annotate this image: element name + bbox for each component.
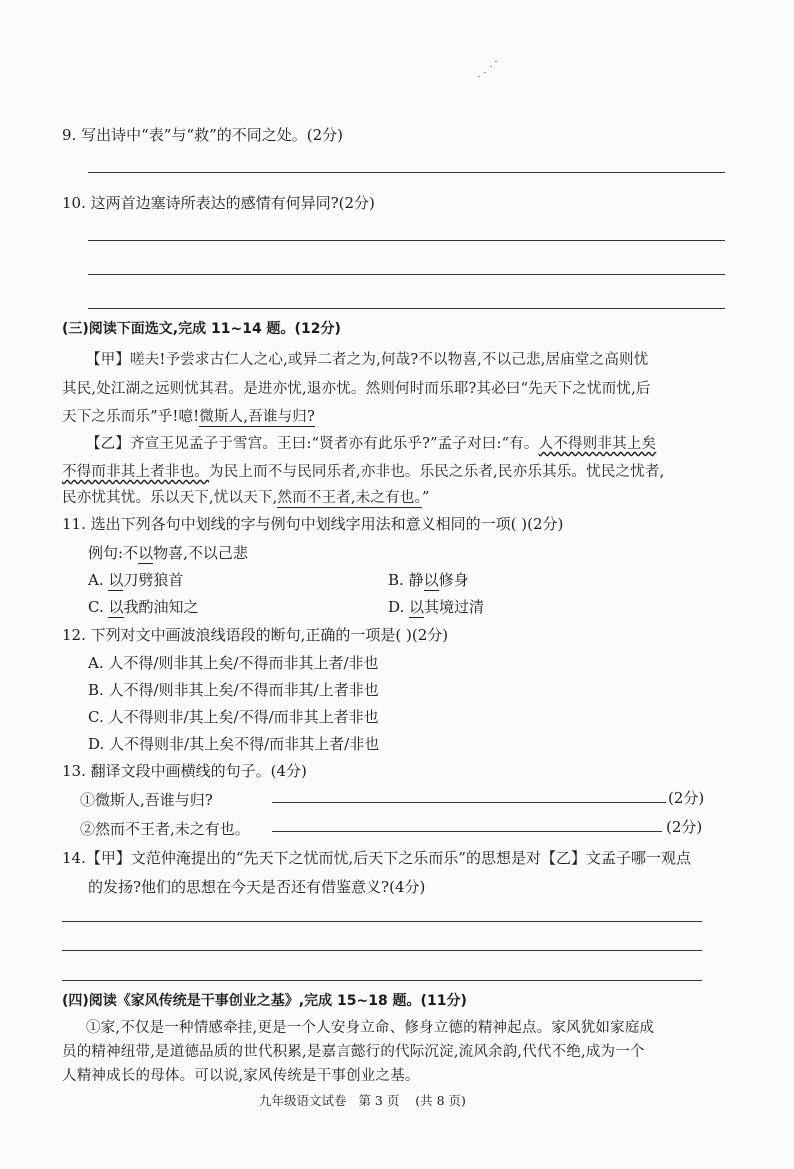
passage-line: 人精神成长的母体。可以说,家风传统是干事创业之基。 bbox=[62, 1068, 420, 1084]
passage-yi-line: 不得而非其上者非也。为民上而不与民同乐者,亦非也。乐民之乐者,民亦乐其乐。忧民之忧者, bbox=[62, 464, 665, 480]
q11-option-d[interactable]: D. 以其境过清 bbox=[388, 598, 485, 616]
answer-line[interactable] bbox=[88, 274, 725, 275]
answer-line[interactable] bbox=[272, 802, 666, 803]
scan-speck bbox=[478, 76, 480, 78]
passage-line: 员的精神纽带,是道德品质的世代积累,是嘉言懿行的代际沉淀,流风余韵,代代不绝,成为一个 bbox=[62, 1044, 645, 1060]
scan-speck bbox=[490, 66, 492, 68]
question-12: 12. 下列对文中画波浪线语段的断句,正确的一项是( )(2分) bbox=[62, 626, 449, 644]
answer-line[interactable] bbox=[88, 308, 725, 309]
question-10: 10. 这两首边塞诗所表达的感情有何异同?(2分) bbox=[62, 194, 375, 212]
scan-speck bbox=[495, 61, 497, 63]
answer-line[interactable] bbox=[62, 980, 702, 981]
question-9: 9. 写出诗中“表”与“救”的不同之处。(2分) bbox=[62, 126, 344, 144]
q11-option-b[interactable]: B. 静以修身 bbox=[388, 571, 469, 589]
question-14: 14.【甲】文范仲淹提出的“先天下之忧而忧,后天下之乐而乐”的思想是对【乙】文孟子哪一观点 bbox=[62, 849, 691, 867]
answer-line[interactable] bbox=[62, 950, 702, 951]
q13-sentence-2: ②然而不王者,未之有也。 bbox=[80, 820, 250, 838]
section-3-header: (三)阅读下面选文,完成 11~14 题。(12分) bbox=[62, 321, 341, 337]
passage-jia-line: 其民,处江湖之远则忧其君。是进亦忧,退亦忧。然则何时而乐耶?其必曰“先天下之忧而忧,后 bbox=[62, 381, 651, 397]
passage-jia-line: 天下之乐而乐”乎!噫!微斯人,吾谁与归? bbox=[62, 409, 315, 425]
answer-line[interactable] bbox=[88, 172, 725, 173]
question-14-cont: 的发扬?他们的思想在今天是否还有借鉴意义?(4分) bbox=[88, 878, 426, 896]
question-11: 11. 选出下列各句中划线的字与例句中划线字用法和意义相同的一项( )(2分) bbox=[62, 515, 564, 533]
wavy-underlined-text: 人不得则非其上矣 bbox=[538, 436, 657, 452]
q12-option-d[interactable]: D. 人不得则非/其上矣不得/而非其上者/非也 bbox=[88, 735, 380, 753]
q13-sentence-1: ①微斯人,吾谁与归? bbox=[80, 791, 213, 809]
q11-option-c[interactable]: C. 以我酌油知之 bbox=[88, 598, 199, 616]
q13-score-2: (2分) bbox=[666, 818, 703, 836]
q12-option-a[interactable]: A. 人不得/则非其上矣/不得而非其上者/非也 bbox=[88, 654, 379, 672]
answer-line[interactable] bbox=[272, 831, 662, 832]
answer-line[interactable] bbox=[62, 921, 702, 922]
q12-option-b[interactable]: B. 人不得/则非其上矣/不得而非其/上者非也 bbox=[88, 681, 379, 699]
underlined-sentence: 然而不王者,未之有也。 bbox=[277, 490, 422, 506]
passage-yi-line: 【乙】齐宣王见孟子于雪宫。王曰:“贤者亦有此乐乎?”孟子对曰:“有。人不得则非其上矣 bbox=[86, 436, 657, 452]
underlined-sentence: 微斯人,吾谁与归? bbox=[199, 409, 315, 425]
passage-line: ①家,不仅是一种情感牵挂,更是一个人安身立命、修身立德的精神起点。家风犹如家庭成 bbox=[86, 1020, 655, 1036]
q12-option-c[interactable]: C. 人不得则非/其上矣/不得/而非其上者非也 bbox=[88, 708, 379, 726]
section-4-header: (四)阅读《家风传统是干事创业之基》,完成 15~18 题。(11分) bbox=[62, 993, 467, 1009]
passage-jia-line: 【甲】嗟夫!予尝求古仁人之心,或异二者之为,何哉?不以物喜,不以己悲,居庙堂之高则忧 bbox=[86, 352, 649, 368]
question-13: 13. 翻译文段中画横线的句子。(4分) bbox=[62, 762, 307, 780]
wavy-underlined-text: 不得而非其上者非也。 bbox=[62, 464, 209, 480]
q11-option-a[interactable]: A. 以刀劈狼首 bbox=[88, 571, 184, 589]
q11-example: 例句:不以物喜,不以己悲 bbox=[88, 544, 248, 562]
answer-line[interactable] bbox=[88, 240, 725, 241]
scan-speck bbox=[484, 72, 486, 74]
passage-yi-line: 民亦忧其忧。乐以天下,忧以天下,然而不王者,未之有也。” bbox=[62, 490, 430, 506]
q13-score-1: (2分) bbox=[668, 789, 705, 807]
page-footer: 九年级语文试卷 第 3 页 (共 8 页) bbox=[259, 1093, 466, 1108]
